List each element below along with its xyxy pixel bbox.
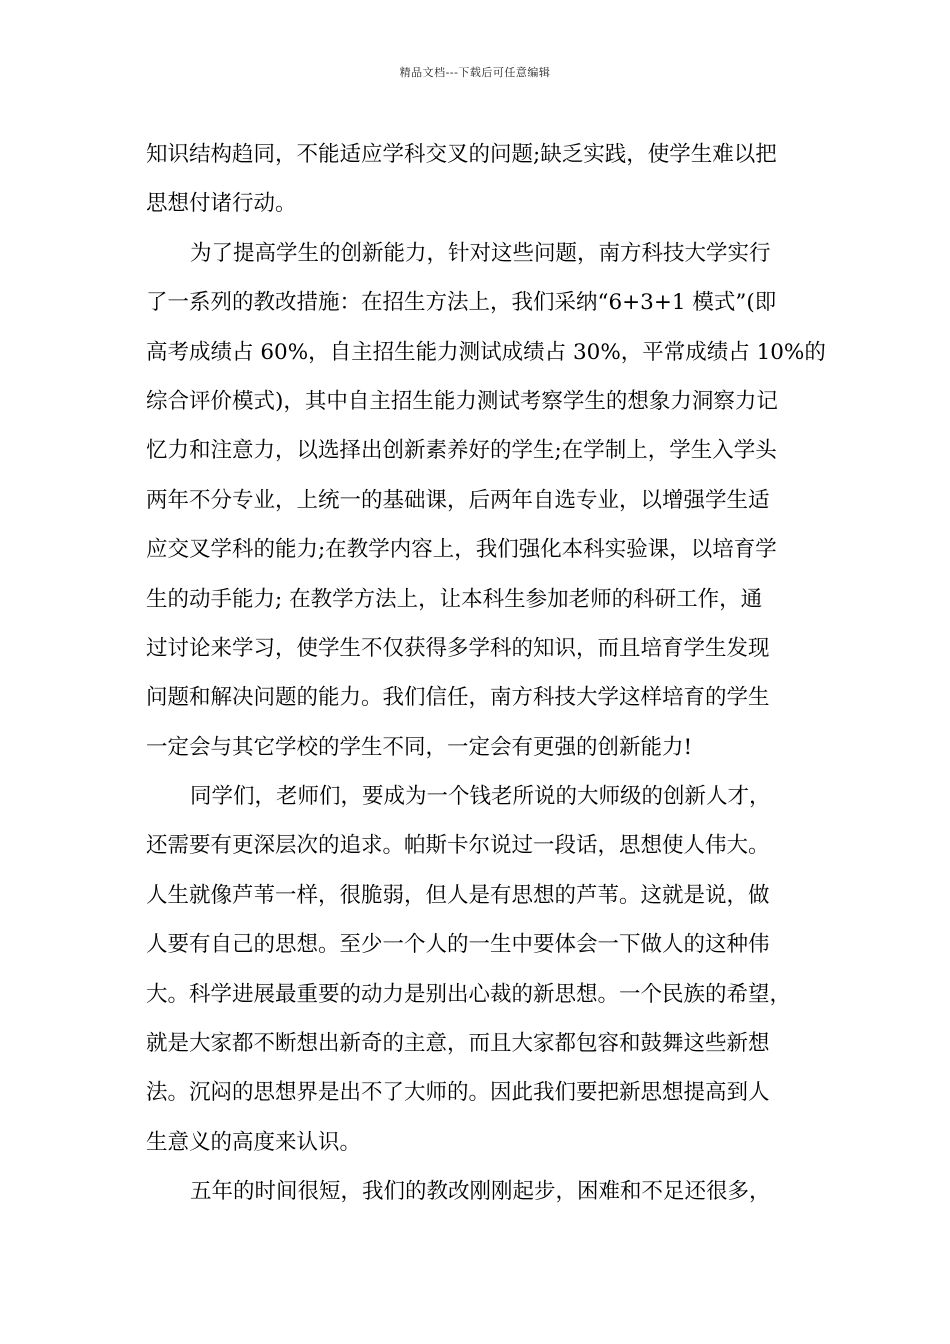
text-line: 人生就像芦苇一样，很脆弱，但人是有思想的芦苇。这就是说，做	[146, 882, 770, 908]
text-line: 还需要有更深层次的追求。帕斯卡尔说过一段话，思想使人伟大。	[146, 833, 770, 859]
paragraph-start-line: 同学们，老师们，要成为一个钱老所说的大师级的创新人才，	[190, 784, 771, 810]
document-body	[146, 130, 826, 1217]
text-line: 思想付诸行动。	[146, 191, 297, 217]
text-line: 就是大家都不断想出新奇的主意，而且大家都包容和鼓舞这些新想	[146, 1031, 770, 1057]
text-line: 一定会与其它学校的学生不同，一定会有更强的创新能力!	[146, 734, 693, 760]
text-line: 综合评价模式)，其中自主招生能力测试考察学生的想象力洞察力记	[146, 388, 778, 414]
text-line: 知识结构趋同，不能适应学科交叉的问题;缺乏实践，使学生难以把	[146, 142, 777, 167]
text-line: 人要有自己的思想。至少一个人的一生中要体会一下做人的这种伟	[146, 932, 770, 958]
text-line: 忆力和注意力，以选择出创新素养好的学生;在学制上，学生入学头	[146, 438, 777, 464]
text-line: 了一系列的教改措施：在招生方法上，我们采纳“6+3+1 模式”(即	[146, 290, 777, 316]
text-line: 两年不分专业，上统一的基础课，后两年自选专业，以增强学生适	[146, 487, 770, 513]
page-header: 精品文档---下载后可任意编辑	[399, 66, 551, 79]
text-line: 高考成绩占 60%，自主招生能力测试成绩占 30%，平常成绩占 10%的	[146, 339, 826, 365]
text-line: 法。沉闷的思想界是出不了大师的。因此我们要把新思想提高到人	[146, 1080, 770, 1106]
text-line: 大。科学进展最重要的动力是别出心裁的新思想。一个民族的希望，	[146, 981, 792, 1007]
paragraph-start-line: 五年的时间很短，我们的教改刚刚起步，困难和不足还很多，	[190, 1179, 771, 1205]
text-line: 生意义的高度来认识。	[146, 1129, 362, 1155]
text-line: 生的动手能力; 在教学方法上，让本科生参加老师的科研工作，通	[146, 586, 763, 612]
text-line: 问题和解决问题的能力。我们信任，南方科技大学这样培育的学生	[146, 685, 770, 711]
text-line: 应交叉学科的能力;在教学内容上，我们强化本科实验课，以培育学	[146, 537, 777, 563]
paragraph-start-line: 为了提高学生的创新能力，针对这些问题，南方科技大学实行	[190, 240, 771, 266]
text-line: 过讨论来学习，使学生不仅获得多学科的知识，而且培育学生发现	[146, 635, 770, 661]
